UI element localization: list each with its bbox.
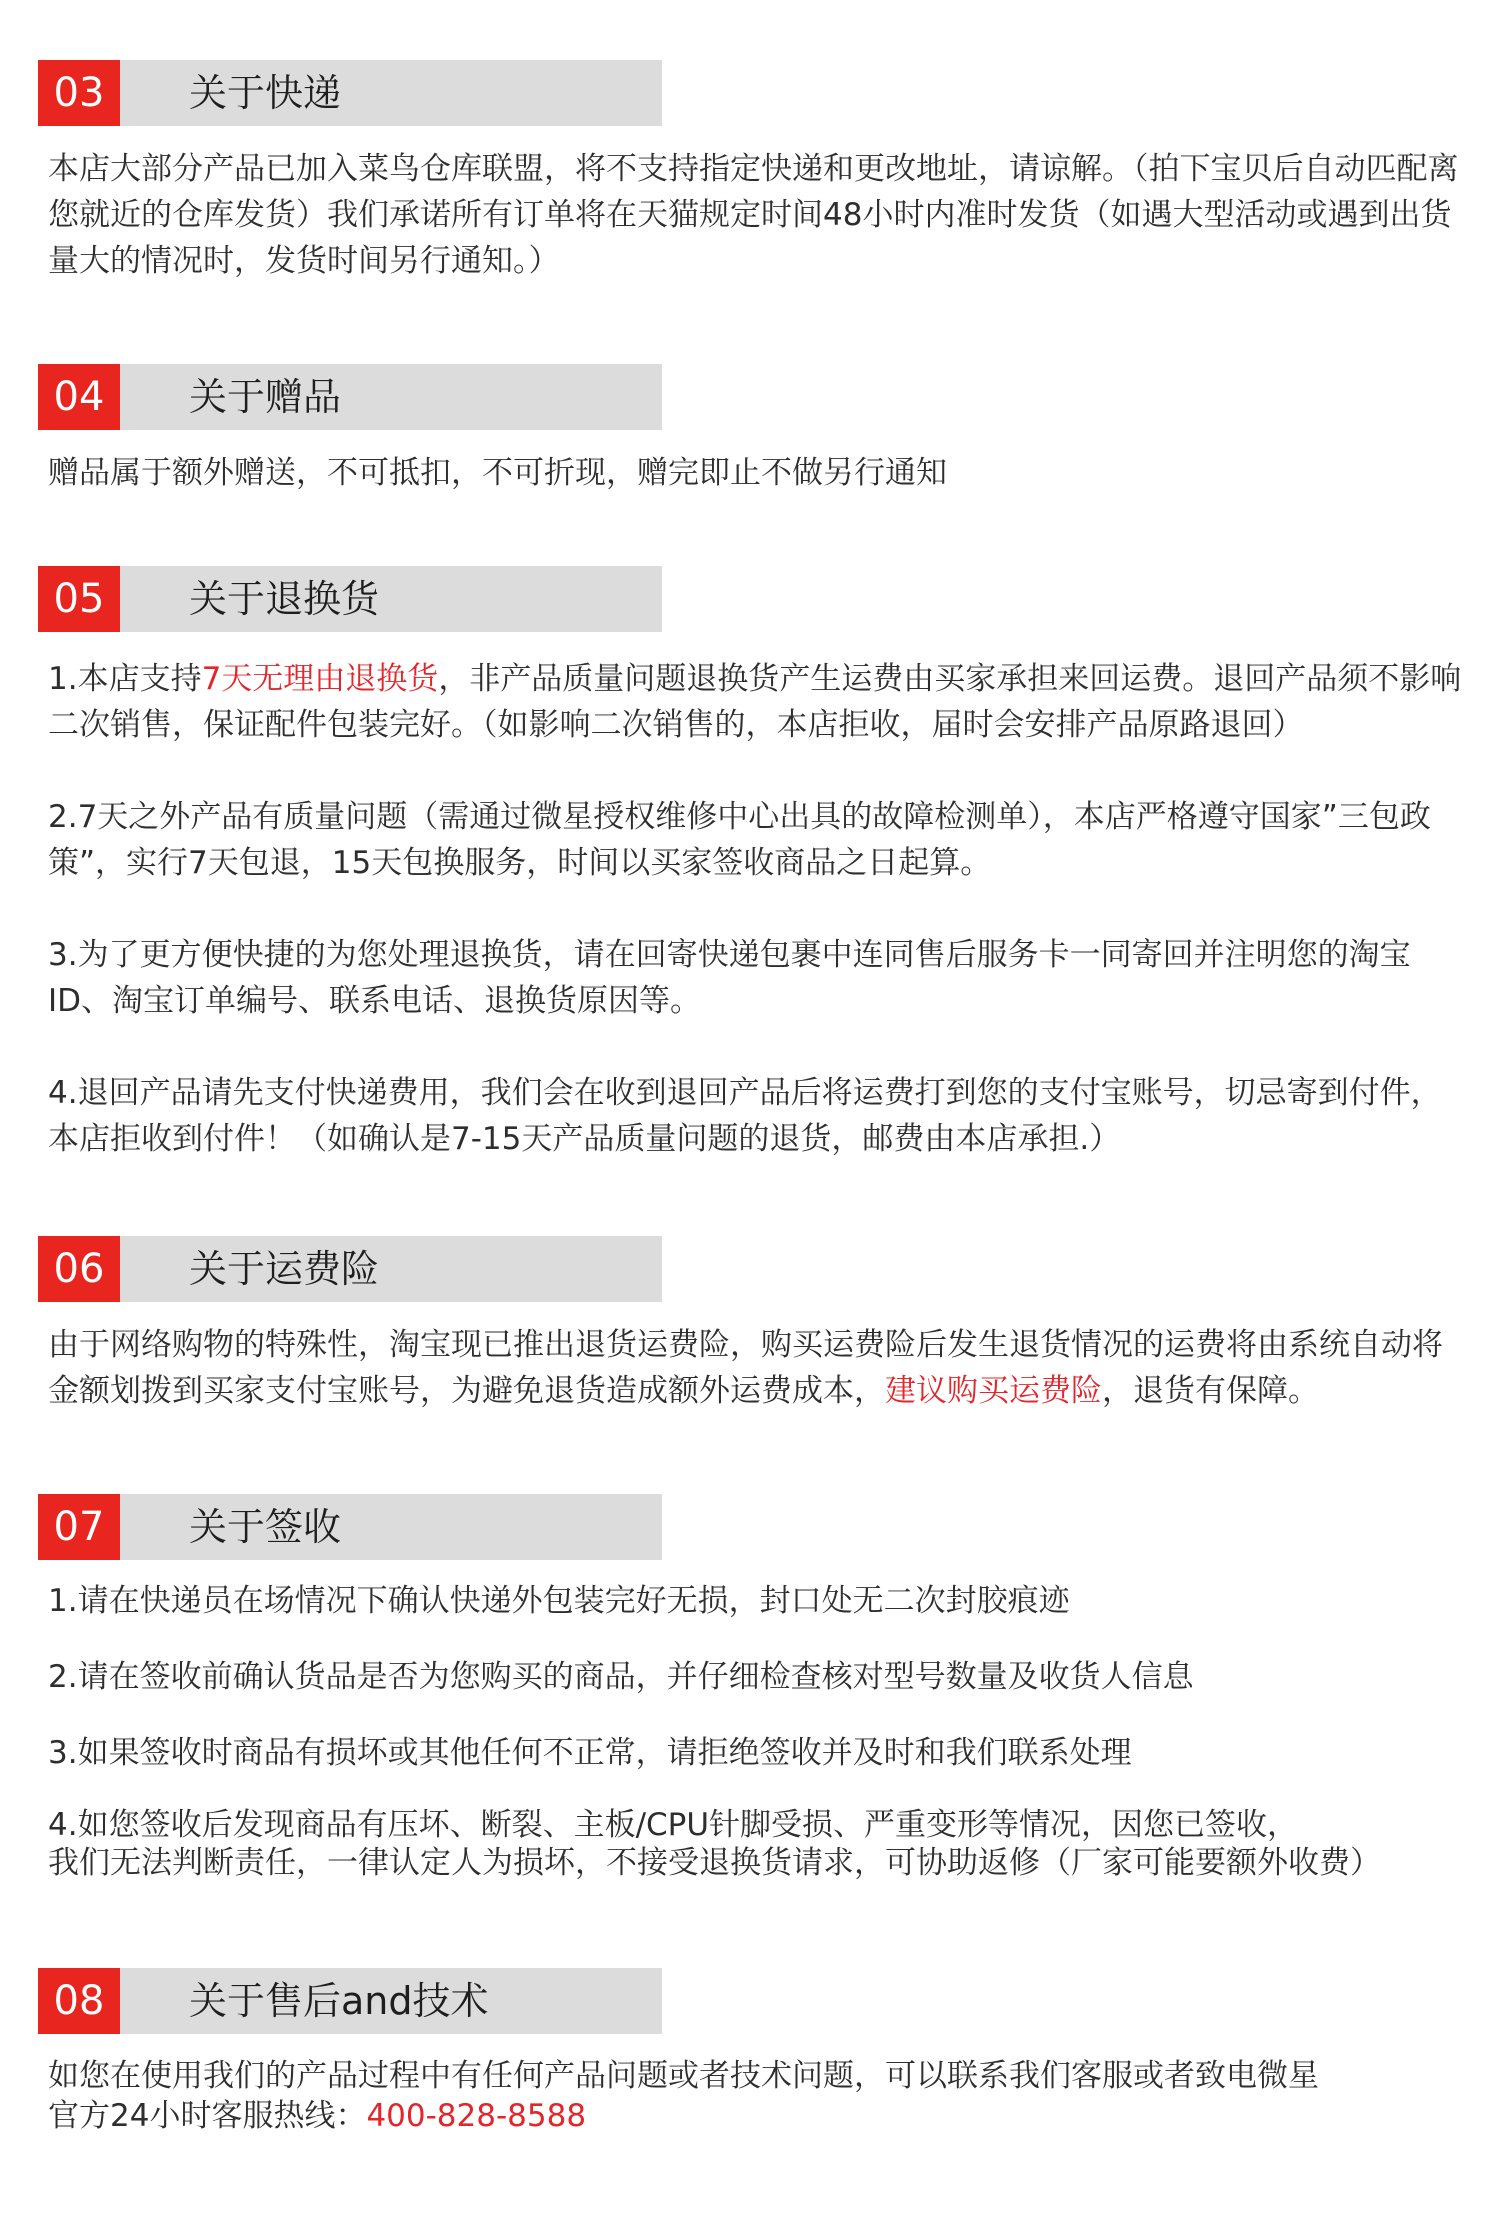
section-header bbox=[38, 1236, 662, 1302]
signing-item-4-line-2: 我们无法判断责任，一律认定人为损坏，不接受退换货请求，可协助返修（厂家可能要额外收费） bbox=[48, 1845, 1381, 1881]
insurance-text-b: ，退货有保障。 bbox=[1102, 1373, 1319, 1409]
section-title: 关于退换货 bbox=[189, 577, 380, 621]
section-title: 关于快递 bbox=[189, 71, 342, 115]
returns-item-1-text-b: ，非产品质量问题退换货产生运费由买家承担来回运费。退回产品须不影响二次销售，保证配件包装完好。（如影响二次销售的，本店拒收，届时会安排产品原路退回） bbox=[48, 661, 1462, 743]
express-paragraph: 本店大部分产品已加入菜鸟仓库联盟，将不支持指定快递和更改地址，请谅解。（拍下宝贝后自动匹配离您就近的仓库发货）我们承诺所有订单将在天猫规定时间48小时内准时发货（如遇大型活动或遇到出货量大的情况时，发货时间另行通知。） bbox=[48, 151, 1459, 279]
section-header bbox=[38, 566, 662, 632]
section-header bbox=[38, 60, 662, 126]
returns-item-1 bbox=[48, 656, 1466, 748]
section-number-badge: 07 bbox=[38, 1494, 120, 1560]
section-title: 关于售后and技术 bbox=[189, 1979, 489, 2023]
signing-item-2: 2.请在签收前确认货品是否为您购买的商品，并仔细检查核对型号数量及收货人信息 bbox=[48, 1659, 1194, 1695]
returns-item-4: 4.退回产品请先支付快递费用，我们会在收到退回产品后将运费打到您的支付宝账号，切忌寄到付件，本店拒收到付件！（如确认是7-15天产品质量问题的退货，邮费由本店承担.） bbox=[48, 1075, 1442, 1157]
insurance-text-a: 由于网络购物的特殊性，淘宝现已推出退货运费险，购买运费险后发生退货情况的运费将由系统自动将金额划拨到买家支付宝账号，为避免退货造成额外运费成本， bbox=[48, 1327, 1443, 1409]
signing-item-4 bbox=[48, 1806, 1466, 1882]
section-body bbox=[48, 1578, 1466, 1882]
gifts-paragraph: 赠品属于额外赠送，不可抵扣，不可折现，赠完即止不做另行通知 bbox=[48, 455, 947, 491]
section-number-badge: 06 bbox=[38, 1236, 120, 1302]
section-header bbox=[38, 364, 662, 430]
section-header bbox=[38, 1968, 662, 2034]
section-number-badge: 08 bbox=[38, 1968, 120, 2034]
section-title: 关于签收 bbox=[189, 1505, 342, 1549]
returns-item-1-highlight: 7天无理由退换货 bbox=[201, 661, 439, 697]
section-body bbox=[48, 146, 1466, 284]
aftersales-line-1: 如您在使用我们的产品过程中有任何产品问题或者技术问题，可以联系我们客服或者致电微星 bbox=[48, 2058, 1319, 2094]
section-title: 关于赠品 bbox=[189, 375, 342, 419]
section-number-badge: 03 bbox=[38, 60, 120, 126]
section-body bbox=[48, 1322, 1466, 1414]
returns-item-2: 2.7天之外产品有质量问题（需通过微星授权维修中心出具的故障检测单），本店严格遵守国家”三包政策”，实行7天包退，15天包换服务，时间以买家签收商品之日起算。 bbox=[48, 799, 1431, 881]
hotline-number[interactable]: 400-828-8588 bbox=[366, 2098, 587, 2134]
signing-item-4-line-1: 4.如您签收后发现商品有压坏、断裂、主板/CPU针脚受损、严重变形等情况，因您已签收， bbox=[48, 1807, 1299, 1843]
aftersales-paragraph bbox=[48, 2056, 1466, 2136]
insurance-paragraph bbox=[48, 1322, 1466, 1414]
signing-item-3: 3.如果签收时商品有损坏或其他任何不正常，请拒绝签收并及时和我们联系处理 bbox=[48, 1735, 1132, 1771]
returns-item-1-text-a: 1.本店支持 bbox=[48, 661, 202, 697]
section-header bbox=[38, 1494, 662, 1560]
section-number-badge: 04 bbox=[38, 364, 120, 430]
section-body bbox=[48, 450, 1466, 496]
aftersales-line-2: 官方24小时客服热线： bbox=[48, 2098, 367, 2134]
section-title: 关于运费险 bbox=[189, 1247, 380, 1291]
section-number-badge: 05 bbox=[38, 566, 120, 632]
section-body bbox=[48, 656, 1466, 1162]
signing-item-1: 1.请在快递员在场情况下确认快递外包装完好无损，封口处无二次封胶痕迹 bbox=[48, 1583, 1070, 1619]
section-body bbox=[48, 2056, 1466, 2136]
returns-item-3: 3.为了更方便快捷的为您处理退换货，请在回寄快递包裹中连同售后服务卡一同寄回并注明您的淘宝ID、淘宝订单编号、联系电话、退换货原因等。 bbox=[48, 937, 1411, 1019]
insurance-highlight: 建议购买运费险 bbox=[885, 1373, 1102, 1409]
